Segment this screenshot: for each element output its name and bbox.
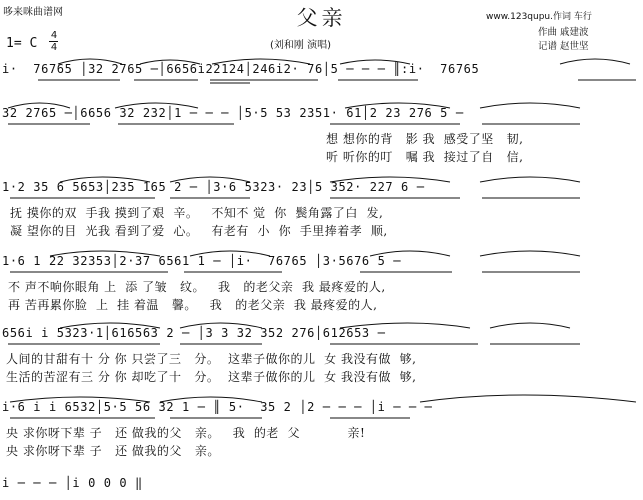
beam-lines xyxy=(0,122,643,130)
score-system-2 xyxy=(0,104,643,164)
notation-line-3: 1·2 35 6 5653│235 165 2 ─ │3·6 5323· 23│5 352· 227 6 ─ xyxy=(2,180,425,194)
score-system-7 xyxy=(0,474,643,498)
lyrics-verse1: 想 想你的背 影 我 感受了坚 韧, xyxy=(326,132,524,146)
lyrics-verse1: 不 声不响你眼角 上 添 了皱 纹。 我 的老父亲 我 最疼爱的人, xyxy=(8,280,386,294)
notation-line-6: i·6 i i 6532│5·5 56 32 1 ─ ║ 5· 35 2 │2 ─ ─ ─ │i ─ ─ ─ xyxy=(2,400,433,414)
lyrics-verse1: 央 求你呀下辈 子 还 做我的父 亲。 我 的老 父 亲! xyxy=(6,426,366,440)
beam-lines xyxy=(0,416,643,424)
performer-credit: (刘和刚 演唱) xyxy=(270,40,331,51)
notation-credit: 记谱 赵世坚 xyxy=(538,41,589,52)
score-system-4 xyxy=(0,252,643,312)
notation-line-7: i ─ ─ ─ │i 0 0 0 ‖ xyxy=(2,476,143,490)
beam-lines xyxy=(0,270,643,278)
score-system-3 xyxy=(0,178,643,238)
score-system-6 xyxy=(0,398,643,458)
key-signature: 1= C xyxy=(6,36,38,51)
notation-line-1: i· 76765 │32 2765 ─│6656i22124│246i2· 76│5 ─ ─ ─ ║:i· 76765 xyxy=(2,62,480,76)
notation-line-4: 1·6 1 22 32353│2·37 6561 1 ─ │i· 76765 │3·5676 5 ─ xyxy=(2,254,402,268)
lyrics-verse2: 央 求你呀下辈 子 还 做我的父 亲。 xyxy=(6,444,220,458)
lyricist-credit: www.123qupu.作词 车行 xyxy=(486,12,592,22)
beam-lines xyxy=(0,342,643,350)
notation-line-5: 656i i 5323·1│616563 2 ─ │3 3 32 352 276│612653 ─ xyxy=(2,326,386,340)
time-signature-bottom: 4 xyxy=(50,42,58,53)
lyrics-verse1: 抚 摸你的双 手我 摸到了艰 辛。 不知不 觉 你 鬓角露了白 发, xyxy=(10,206,384,220)
time-signature-top: 4 xyxy=(50,30,58,41)
song-title: 父亲 xyxy=(296,6,347,30)
lyrics-verse1: 人间的甘甜有十 分 你 只尝了三 分。 这辈子做你的儿 女 我没有做 够, xyxy=(6,352,417,366)
site-name: 哆来咪曲谱网 xyxy=(3,7,63,18)
lyrics-verse2: 再 苦再累你脸 上 挂 着温 馨。 我 的老父亲 我 最疼爱的人, xyxy=(8,298,378,312)
score-system-5 xyxy=(0,324,643,384)
lyrics-verse2: 听 听你的叮 嘱 我 接过了自 信, xyxy=(326,150,524,164)
notation-line-2: 32 2765 ─│6656 32 232│1 ─ ─ ─ │5·5 53 2351· 61│2 23 276 5 ─ xyxy=(2,106,464,120)
composer-credit: 作曲 戚建波 xyxy=(538,27,589,38)
beam-lines xyxy=(0,78,643,86)
beam-lines xyxy=(0,196,643,204)
lyrics-verse2: 生活的苦涩有三 分 你 却吃了十 分。 这辈子做你的儿 女 我没有做 够, xyxy=(6,370,417,384)
lyrics-verse2: 凝 望你的目 光我 看到了爱 心。 有老有 小 你 手里捧着孝 顺, xyxy=(10,224,388,238)
